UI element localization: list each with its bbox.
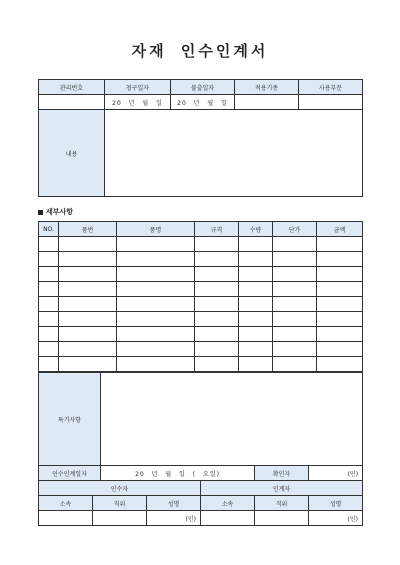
header-management-no: 관리번호 [39, 80, 105, 95]
square-bullet-icon [38, 210, 43, 215]
part-name-cell[interactable] [117, 267, 195, 282]
no-cell[interactable] [39, 297, 59, 312]
table-row [39, 267, 363, 282]
header-spec: 규격 [195, 222, 239, 237]
amount-cell[interactable] [317, 342, 363, 357]
no-cell[interactable] [39, 342, 59, 357]
amount-cell[interactable] [317, 327, 363, 342]
part-no-cell[interactable] [59, 267, 117, 282]
part-no-cell[interactable] [59, 252, 117, 267]
spec-cell[interactable] [195, 312, 239, 327]
part-name-cell[interactable] [117, 297, 195, 312]
receiver-name-header: 성명 [147, 496, 201, 511]
handover-table [38, 372, 363, 496]
part-name-cell[interactable] [117, 237, 195, 252]
part-no-cell[interactable] [59, 327, 117, 342]
issue-date-field[interactable]: 20 년 월 일 [171, 95, 235, 110]
page-title: 자재 인수인계서 [131, 42, 269, 60]
spec-cell[interactable] [195, 342, 239, 357]
part-name-cell[interactable] [117, 282, 195, 297]
handover-date-field[interactable]: 20 년 월 일 ( 요일) [101, 466, 255, 481]
header-department: 사용부문 [299, 80, 363, 95]
no-cell[interactable] [39, 237, 59, 252]
receiver-name-seal[interactable]: (인) [147, 511, 201, 526]
amount-cell[interactable] [317, 312, 363, 327]
content-label: 내용 [39, 110, 105, 197]
unit-price-cell[interactable] [273, 327, 317, 342]
quantity-cell[interactable] [239, 357, 273, 372]
unit-price-cell[interactable] [273, 342, 317, 357]
spec-cell[interactable] [195, 267, 239, 282]
quantity-cell[interactable] [239, 267, 273, 282]
receiver-position-field[interactable] [93, 511, 147, 526]
part-name-cell[interactable] [117, 312, 195, 327]
header-part-no: 품번 [59, 222, 117, 237]
quantity-cell[interactable] [239, 297, 273, 312]
quantity-cell[interactable] [239, 312, 273, 327]
detail-table [38, 221, 363, 372]
giver-affiliation-header: 소속 [201, 496, 255, 511]
amount-cell[interactable] [317, 237, 363, 252]
department-field[interactable] [299, 95, 363, 110]
remarks-label: 특기사항 [39, 373, 101, 466]
no-cell[interactable] [39, 312, 59, 327]
header-amount: 금액 [317, 222, 363, 237]
table-row [39, 282, 363, 297]
spec-cell[interactable] [195, 327, 239, 342]
section-title: 세부사항 [38, 207, 73, 217]
unit-price-cell[interactable] [273, 312, 317, 327]
header-issue-date: 불출일자 [171, 80, 235, 95]
header-unit-price: 단가 [273, 222, 317, 237]
amount-cell[interactable] [317, 282, 363, 297]
header-request-date: 청구일자 [105, 80, 171, 95]
giver-affiliation-field[interactable] [201, 511, 255, 526]
no-cell[interactable] [39, 327, 59, 342]
header-applied-model: 적용기종 [235, 80, 299, 95]
giver-position-header: 직위 [255, 496, 309, 511]
management-no-field[interactable] [39, 95, 105, 110]
part-name-cell[interactable] [117, 342, 195, 357]
amount-cell[interactable] [317, 357, 363, 372]
receiver-affiliation-header: 소속 [39, 496, 93, 511]
table-row [39, 357, 363, 372]
amount-cell[interactable] [317, 252, 363, 267]
no-cell[interactable] [39, 357, 59, 372]
header-quantity: 수량 [239, 222, 273, 237]
spec-cell[interactable] [195, 297, 239, 312]
receiver-affiliation-field[interactable] [39, 511, 93, 526]
header-no: NO. [39, 222, 59, 237]
request-date-field[interactable]: 20 년 월 일 [105, 95, 171, 110]
giver-label: 인계자 [201, 481, 363, 496]
part-name-cell[interactable] [117, 327, 195, 342]
part-no-cell[interactable] [59, 237, 117, 252]
unit-price-cell[interactable] [273, 297, 317, 312]
quantity-cell[interactable] [239, 237, 273, 252]
amount-cell[interactable] [317, 267, 363, 282]
quantity-cell[interactable] [239, 252, 273, 267]
unit-price-cell[interactable] [273, 237, 317, 252]
no-cell[interactable] [39, 282, 59, 297]
no-cell[interactable] [39, 267, 59, 282]
table-row [39, 342, 363, 357]
part-no-cell[interactable] [59, 342, 117, 357]
handover-date-label: 인수인계일자 [39, 466, 101, 481]
spec-cell[interactable] [195, 282, 239, 297]
part-name-cell[interactable] [117, 357, 195, 372]
content-field[interactable] [105, 110, 363, 197]
part-no-cell[interactable] [59, 282, 117, 297]
table-row [39, 252, 363, 267]
table-row [39, 297, 363, 312]
giver-name-header: 성명 [309, 496, 363, 511]
spec-cell[interactable] [195, 237, 239, 252]
table-row [39, 312, 363, 327]
amount-cell[interactable] [317, 297, 363, 312]
signature-table [38, 495, 363, 526]
giver-name-seal[interactable]: (인) [309, 511, 363, 526]
giver-position-field[interactable] [255, 511, 309, 526]
header-part-name: 품명 [117, 222, 195, 237]
unit-price-cell[interactable] [273, 267, 317, 282]
confirmer-seal[interactable]: (인) [309, 466, 363, 481]
spec-cell[interactable] [195, 357, 239, 372]
applied-model-field[interactable] [235, 95, 299, 110]
part-name-cell[interactable] [117, 252, 195, 267]
part-no-cell[interactable] [59, 297, 117, 312]
part-no-cell[interactable] [59, 312, 117, 327]
table-row [39, 237, 363, 252]
quantity-cell[interactable] [239, 327, 273, 342]
confirmer-label: 확인자 [255, 466, 309, 481]
remarks-field[interactable] [101, 373, 363, 466]
spec-cell[interactable] [195, 252, 239, 267]
info-table [38, 79, 363, 197]
table-row [39, 327, 363, 342]
unit-price-cell[interactable] [273, 252, 317, 267]
quantity-cell[interactable] [239, 282, 273, 297]
part-no-cell[interactable] [59, 357, 117, 372]
unit-price-cell[interactable] [273, 282, 317, 297]
receiver-position-header: 직위 [93, 496, 147, 511]
unit-price-cell[interactable] [273, 357, 317, 372]
quantity-cell[interactable] [239, 342, 273, 357]
receiver-label: 인수자 [39, 481, 201, 496]
no-cell[interactable] [39, 252, 59, 267]
